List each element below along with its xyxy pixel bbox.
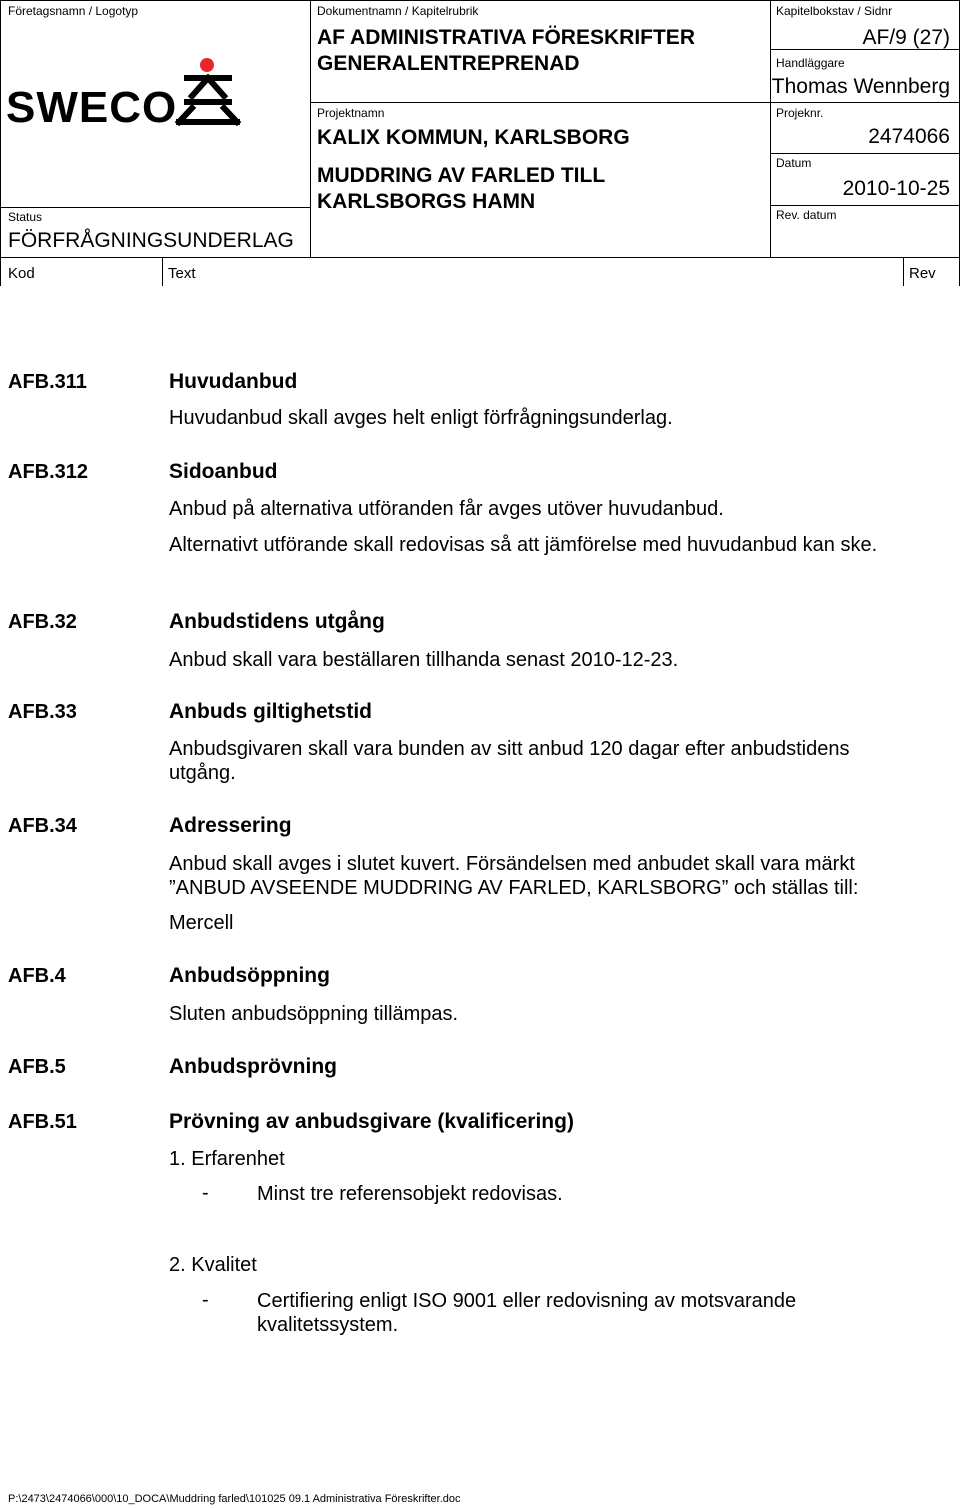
chapter-label: Kapitelbokstav / Sidnr (776, 4, 893, 18)
section-code: AFB.5 (8, 1056, 66, 1078)
company-label: Företagsnamn / Logotyp (8, 4, 139, 18)
section-text: Huvudanbud skall avges helt enligt förfrågningsunderlag. (169, 407, 673, 429)
header-divider (310, 0, 311, 258)
doc-subtitle: GENERALENTREPRENAD (317, 52, 580, 75)
header-divider (770, 0, 771, 258)
section-heading: Adressering (169, 814, 292, 837)
section-heading: Huvudanbud (169, 370, 298, 393)
col-kod: Kod (8, 265, 35, 282)
handler-value: Thomas Wennberg (771, 75, 950, 98)
document-header (0, 0, 960, 286)
projnr-label: Projeknr. (776, 106, 824, 120)
sweco-logo (6, 52, 246, 132)
projnr-value: 2474066 (868, 125, 950, 148)
date-value: 2010-10-25 (842, 177, 950, 200)
chapter-value: AF/9 (27) (862, 26, 950, 49)
header-divider (0, 207, 310, 208)
section-code: AFB.33 (8, 701, 77, 723)
section-text: Alternativt utförande skall redovisas så att jämförelse med huvudanbud kan ske. (169, 534, 878, 556)
section-heading: Anbuds giltighetstid (169, 700, 372, 723)
section-code: AFB.312 (8, 461, 89, 483)
col-rev: Rev (909, 265, 936, 282)
header-divider (0, 257, 960, 258)
list-dash: - (202, 1182, 209, 1204)
doc-label: Dokumentnamn / Kapitelrubrik (317, 4, 479, 18)
section-heading: Prövning av anbudsgivare (kvalificering) (169, 1110, 574, 1133)
project-name-3: KARLSBORGS HAMN (317, 190, 536, 213)
section-code: AFB.32 (8, 611, 77, 633)
header-divider (0, 0, 960, 1)
section-code: AFB.34 (8, 815, 77, 837)
list-item: Certifiering enligt ISO 9001 eller redovisning av motsvarande kvalitetssystem. (257, 1290, 797, 1336)
section-code: AFB.311 (8, 371, 87, 393)
section-text: Sluten anbudsöppning tillämpas. (169, 1003, 459, 1025)
header-divider (310, 102, 960, 103)
doc-title: AF ADMINISTRATIVA FÖRESKRIFTER (317, 26, 695, 49)
project-name-2: MUDDRING AV FARLED TILL (317, 164, 606, 187)
handler-label: Handläggare (776, 56, 845, 70)
header-divider (162, 258, 163, 286)
criteria-label: 1. Erfarenhet (169, 1148, 285, 1170)
criteria-label: 2. Kvalitet (169, 1254, 257, 1276)
section-text: Anbud skall avges i slutet kuvert. Försändelsen med anbudet skall vara märkt ”ANBUD AVSEENDE MUDDRING AV FARLED, KARLSBORG” och ställas till: (169, 853, 859, 899)
section-heading: Anbudsöppning (169, 964, 330, 987)
list-dash: - (202, 1289, 209, 1311)
date-label: Datum (776, 156, 812, 170)
project-name-1: KALIX KOMMUN, KARLSBORG (317, 126, 630, 149)
col-text: Text (168, 265, 196, 282)
svg-text:SWECO: SWECO (6, 83, 178, 132)
section-text: Anbud skall vara beställaren tillhanda senast 2010-12-23. (169, 649, 679, 671)
section-heading: Anbudstidens utgång (169, 610, 385, 633)
section-code: AFB.4 (8, 965, 66, 987)
revdate-label: Rev. datum (776, 208, 837, 222)
section-text: Anbudsgivaren skall vara bunden av sitt anbud 120 dagar efter anbudstidens utgång. (169, 738, 850, 784)
header-divider (770, 205, 960, 206)
list-item: Minst tre referensobjekt redovisas. (257, 1183, 563, 1205)
status-label: Status (8, 210, 43, 224)
section-code: AFB.51 (8, 1111, 77, 1133)
header-divider (0, 0, 1, 286)
section-text: Anbud på alternativa utföranden får avges utöver huvudanbud. (169, 498, 724, 520)
header-divider (903, 258, 904, 286)
project-label: Projektnamn (317, 106, 385, 120)
file-path-footer: P:\2473\2474066\000\10_DOCA\Muddring farled\101025 09.1 Administrativa Föreskrifter.doc (8, 1493, 461, 1505)
header-divider (770, 153, 960, 154)
status-value: FÖRFRÅGNINGSUNDERLAG (8, 229, 294, 252)
address-recipient: Mercell (169, 912, 234, 934)
section-heading: Anbudsprövning (169, 1055, 337, 1078)
sweco-logo-graphic (6, 52, 246, 132)
section-heading: Sidoanbud (169, 460, 278, 483)
